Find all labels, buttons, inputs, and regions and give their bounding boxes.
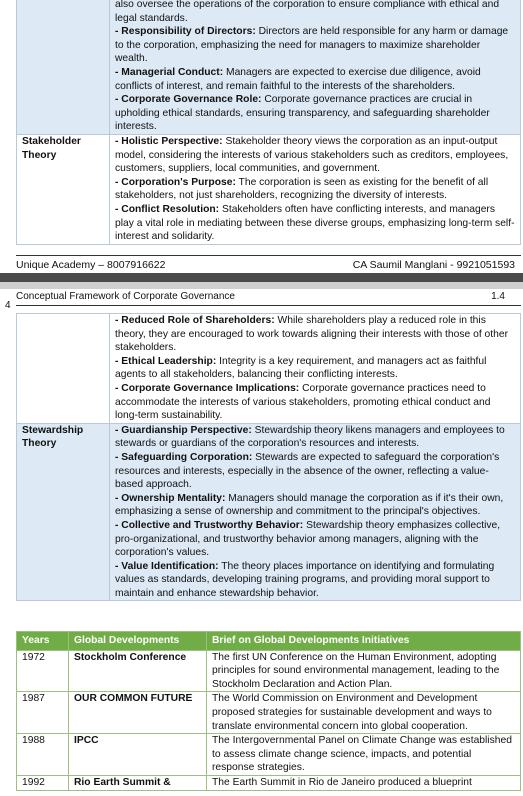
- year-cell: 1988: [17, 734, 69, 776]
- brief-cell: The World Commission on Environment and Development proposed strategies for sustainable development and ways to translate environmental concern into global cooperation.: [207, 692, 521, 734]
- column-header-year: Years: [17, 632, 69, 651]
- page-separator: [0, 273, 523, 282]
- column-header-brief: Brief on Global Developments Initiatives: [207, 632, 521, 651]
- table-row: [17, 775, 521, 790]
- stakeholder-continued-description: - Reduced Role of Shareholders: While shareholders play a reduced role in this theory, they are encouraged to work towards aligning their interests with those of other stakeholders. - Ethical Leadership: Integrity is a key requirement, and managers act as faithful agents to all stakeholders, balancing their conflicting interests. - Corporate Governance Implications: Corporate governance practices need to accommodate the interests of various stakeholders, promoting ethical conduct and long-term sustainability.: [110, 314, 521, 424]
- table-header-row: [17, 632, 521, 651]
- stewardship-theory-description: - Guardianship Perspective: Stewardship theory likens managers and employees to stewards or guardians of the corporation's resources and interests. - Safeguarding Corporation: Stewards are expected to safeguard the corporation's resources and interests, especially in the absence of the owner, reflecting a value-based approach. - Ownership Mentality: Managers should manage the corporation as if it's their own, emphasizing a sense of ownership and commitment to the principal's objectives. - Collective and Trustworthy Behavior: Stewardship theory emphasizes collective, pro-organizational, and trustworthy behavior among managers, aligning with the corporation's values. - Value Identification: The theory places importance on identifying and formulating values as standards, developing training programs, and providing moral support to maintain and enhance stewardship behavior.: [110, 423, 521, 601]
- theory-label-empty: [17, 0, 110, 134]
- header-title: Conceptual Framework of Corporate Governance: [16, 291, 235, 302]
- development-cell: IPCC: [69, 734, 207, 776]
- table-row: [17, 650, 521, 692]
- column-header-development: Global Developments: [69, 632, 207, 651]
- global-developments-table: [16, 631, 521, 791]
- development-cell: Stockholm Conference: [69, 650, 207, 692]
- theories-table-top: [16, 0, 521, 245]
- year-cell: 1992: [17, 775, 69, 790]
- stakeholder-theory-row: [17, 134, 521, 244]
- stakeholder-theory-description: - Holistic Perspective: Stakeholder theory views the corporation as an input-output model, considering the interests of various stakeholders such as creditors, employees, customers, suppliers, local communities, and government. - Corporation's Purpose: The corporation is seen as existing for the benefit of all stakeholders, not just shareholders, recognizing the diversity of interests. - Conflict Resolution: Stakeholders often have conflicting interests, and managers play a vital role in mediating between these diverse groups, emphasizing long-term self-interest and solidarity.: [110, 134, 521, 244]
- year-cell: 1987: [17, 692, 69, 734]
- year-cell: 1972: [17, 650, 69, 692]
- brief-cell: The Intergovernmental Panel on Climate Change was established to assess climate change science, impacts, and potential response strategies.: [207, 734, 521, 776]
- brief-cell: The first UN Conference on the Human Environment, adopting principles for sound environmental management, leading to the Stockholm Declaration and Action Plan.: [207, 650, 521, 692]
- brief-cell: The Earth Summit in Rio de Janeiro produced a blueprint: [207, 775, 521, 790]
- development-cell: OUR COMMON FUTURE: [69, 692, 207, 734]
- table-row: [17, 692, 521, 734]
- theories-table-continued: [16, 313, 521, 601]
- page-number-mark: 4: [5, 300, 11, 311]
- stewardship-theory-row: [17, 423, 521, 601]
- table-row: [17, 734, 521, 776]
- agency-theory-row: [17, 0, 521, 134]
- stakeholder-continued-row: [17, 314, 521, 424]
- page-header: [16, 291, 521, 306]
- stakeholder-theory-label: Stakeholder Theory: [17, 134, 110, 244]
- page-footer: [16, 255, 521, 271]
- footer-academy: Unique Academy – 8007916622: [16, 259, 166, 271]
- theory-label-empty: [17, 314, 110, 424]
- stewardship-theory-label: Stewardship Theory: [17, 423, 110, 601]
- footer-author: CA Saumil Manglani - 9921051593: [352, 259, 515, 271]
- theory-description: also oversee the operations of the corporation to ensure compliance with ethical and legal standards. - Responsibility of Directors: Directors are held responsible for any harm or damage to the corporation, emphasizing the need for managers to maximize shareholder wealth. - Managerial Conduct: Managers are expected to exercise due diligence, avoid conflicts of interest, and remain faithful to the interests of the shareholders. - Corporate Governance Role: Corporate governance practices are crucial in upholding ethical standards, ensuring transparency, and safeguarding shareholder interests.: [110, 0, 521, 134]
- development-cell: Rio Earth Summit &: [69, 775, 207, 790]
- page-separator-light: [0, 282, 523, 289]
- header-section-number: 1.4: [491, 291, 505, 302]
